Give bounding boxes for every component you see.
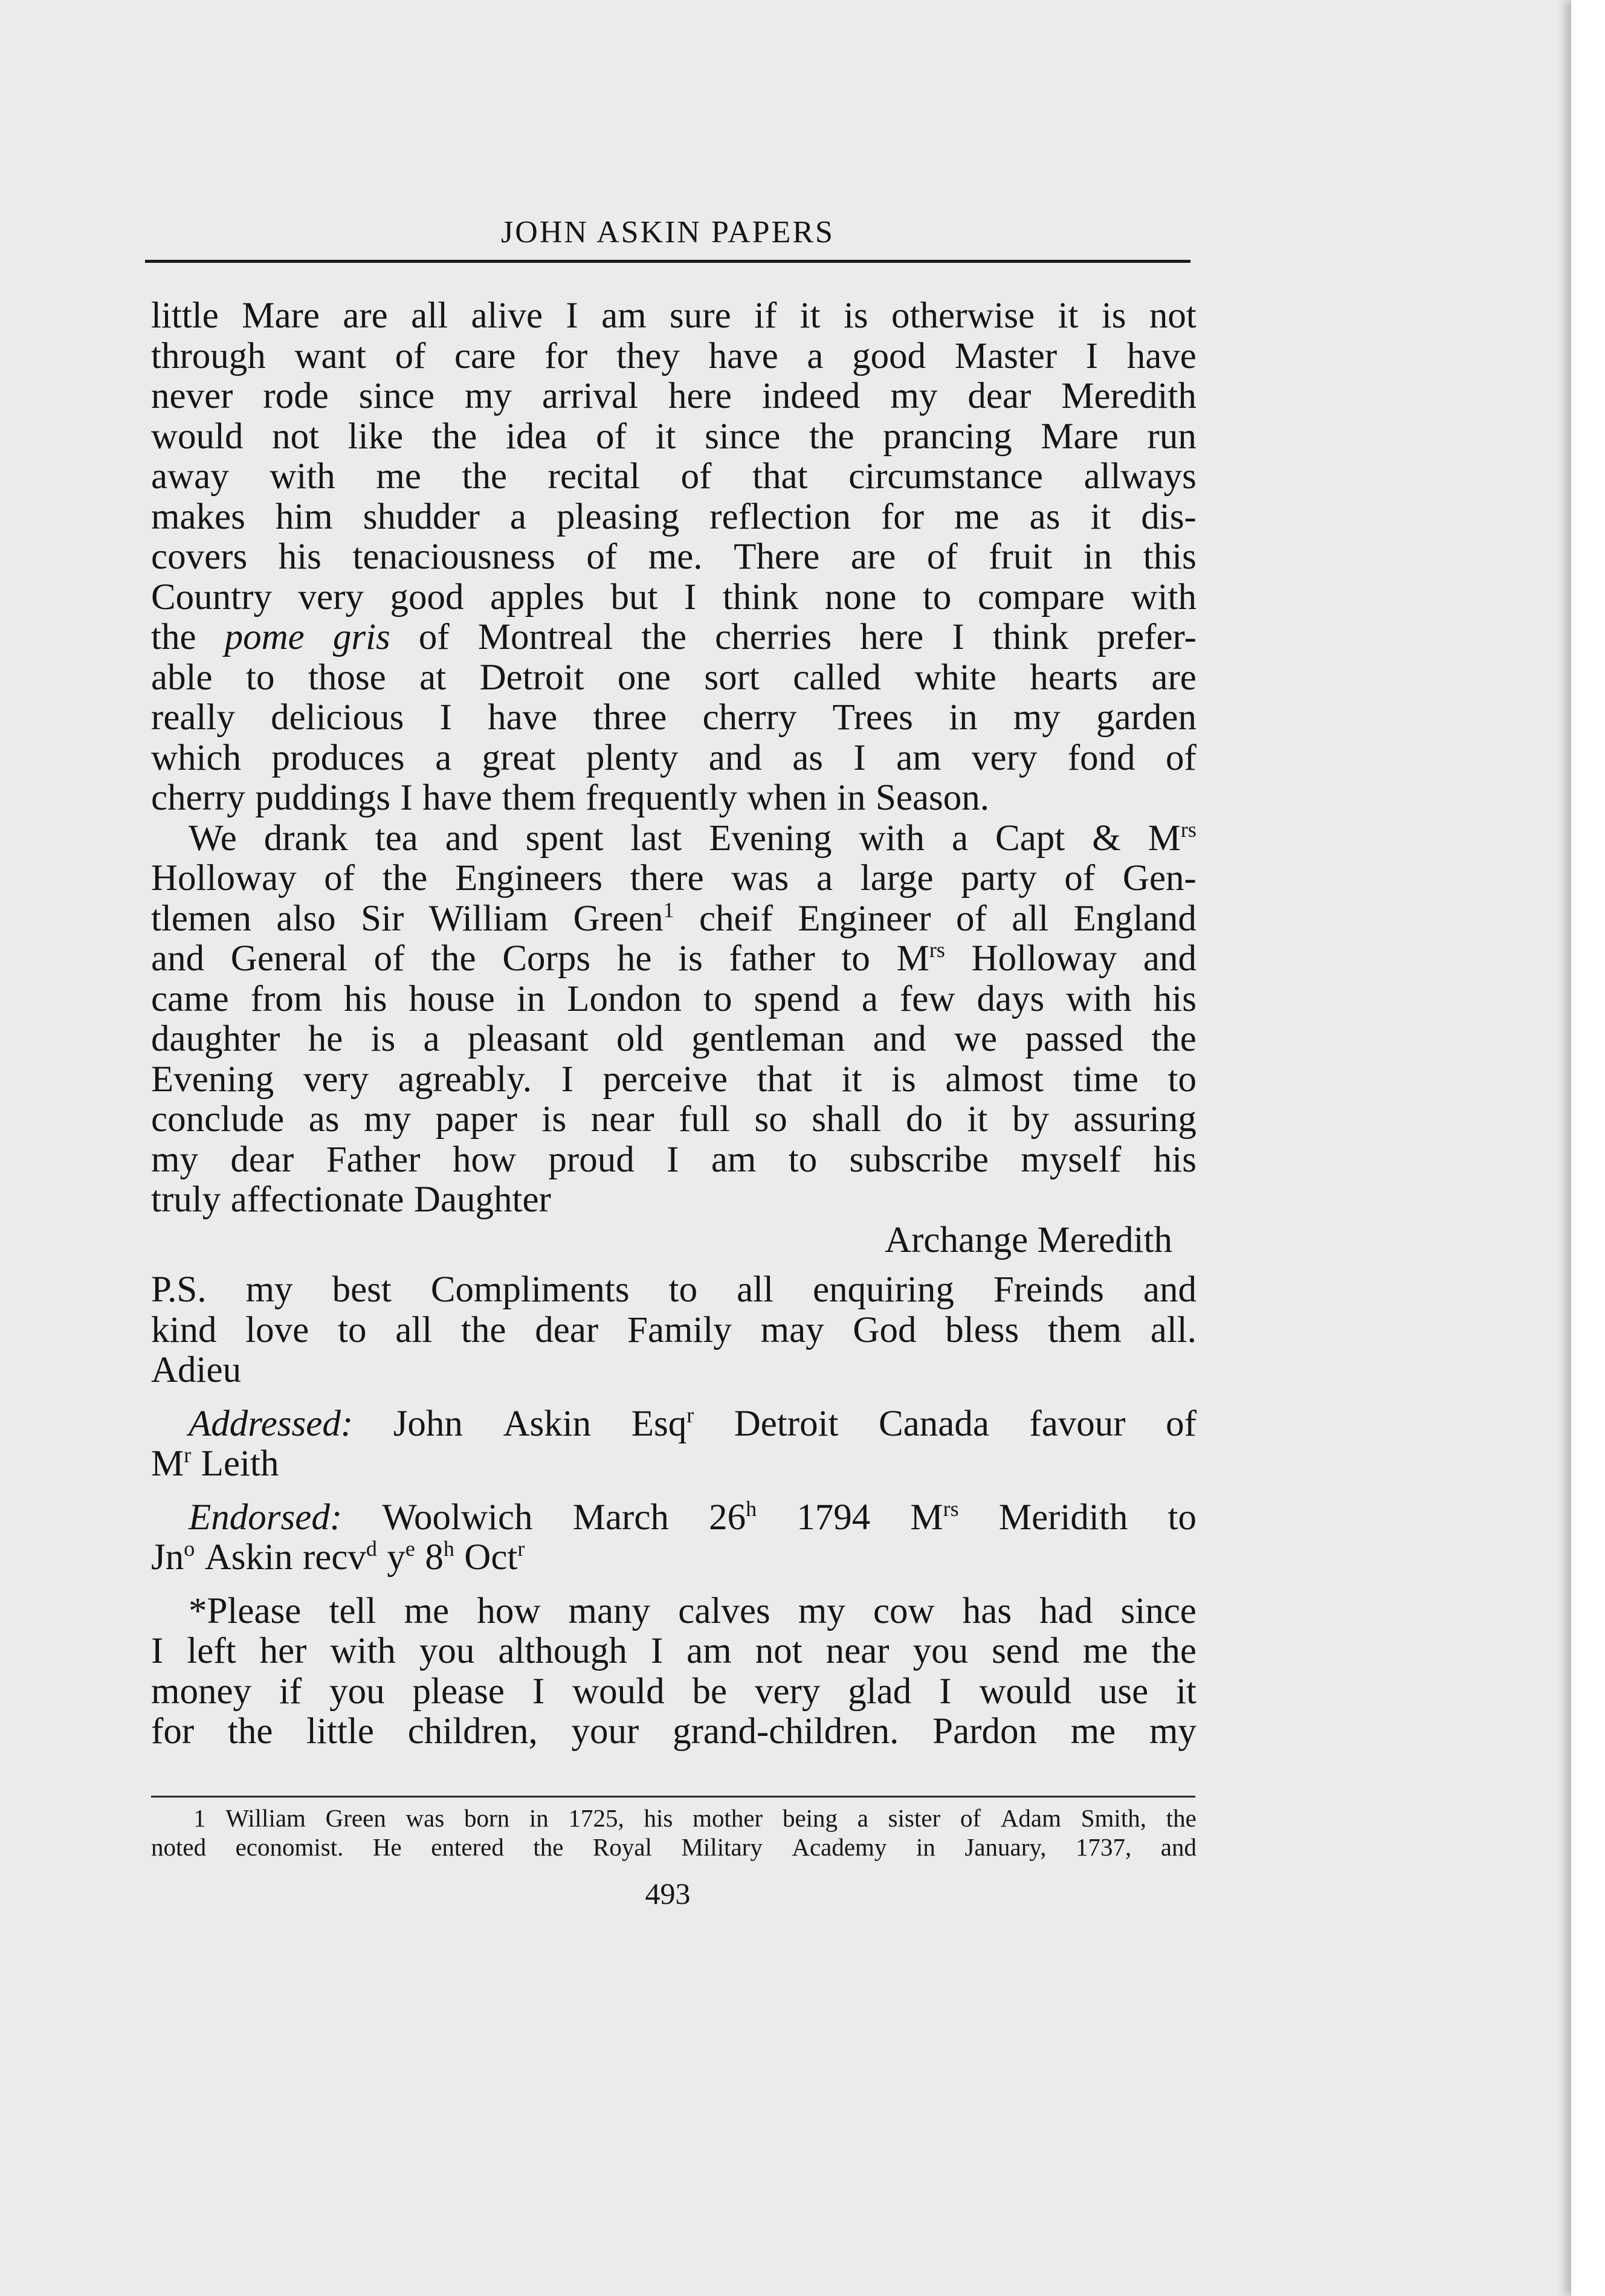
text-line: tlemen also Sir William Green$^1$ cheif Engineer of all England [151,898,1196,939]
addressed-line: Addressed: John Askin Esq$^r$ Detroit Canada favour of [189,1404,1196,1444]
signature: Archange Meredith [885,1220,1172,1260]
footnote-rule [151,1796,1195,1798]
text-line: would not like the idea of it since the prancing Mare run [151,416,1196,457]
text-line: Country very good apples but I think none to compare with [151,577,1196,618]
text-line: the pome gris of Montreal the cherries here I think prefer- [151,618,1196,657]
text-line: through want of care for they have a good Master I have [151,336,1196,376]
addressed-line: $M^r$ Leith [151,1444,279,1484]
text-line: little Mare are all alive I am sure if it is otherwise it is not [151,296,1196,336]
text-line: daughter he is a pleasant old gentleman and we passed the [151,1019,1196,1059]
footnote-line: noted economist. He entered the Royal Military Academy in January, 1737, and [151,1833,1196,1861]
postscript-line: Adieu [151,1350,242,1390]
text-line: my dear Father how proud I am to subscribe myself his [151,1140,1196,1180]
footnote-line: 1 William Green was born in 1725, his mother being a sister of Adam Smith, the [193,1804,1196,1832]
text-line: conclude as my paper is near full so shall do it by assuring [151,1100,1196,1140]
text-line: really delicious I have three cherry Trees in my garden [151,698,1196,738]
running-head: JOHN ASKIN PAPERS [501,215,835,250]
text-line: and General of the Corps he is father to $M^{rs}$ Holloway and [151,939,1196,979]
page-number: 493 [645,1877,691,1911]
text-line: covers his tenaciousness of me. There are of fruit in this [151,537,1196,577]
enclosure-line: for the little children, your grand-children. Pardon me my [151,1712,1196,1752]
text-line: Evening very agreably. I perceive that it is almost time to [151,1059,1196,1100]
text-line: makes him shudder a pleasing reflection for me as it dis- [151,497,1196,537]
header-rule [145,260,1190,263]
text-line: We drank tea and spent last Evening with a Capt & $M^{rs}$ [189,818,1196,859]
letter-body [151,296,1196,1752]
text-line: able to those at Detroit one sort called white hearts are [151,657,1196,698]
text-line: never rode since my arrival here indeed my dear Meredith [151,376,1196,416]
endorsed-line: Jn$^o$ Askin recv$^d$ $y^e$ 8$^h$ Oct$^r$ [151,1538,525,1578]
text-line: which produces a great plenty and as I am very fond of [151,738,1196,778]
endorsed-line: Endorsed: Woolwich March 26$^h$ 1794 $M^{rs}$ Meridith to [189,1497,1196,1538]
enclosure-line: money if you please I would be very glad I would use it [151,1671,1196,1712]
text-line: cherry puddings I have them frequently when in Season. [151,778,990,818]
footnotes [151,1804,1196,1862]
text-line: came from his house in London to spend a few days with his [151,979,1196,1019]
page-edge [1571,0,1605,2296]
postscript-line: P.S. my best Compliments to all enquiring Freinds and [151,1270,1196,1310]
enclosure-line: I left her with you although I am not near you send me the [151,1631,1196,1671]
text-line: away with me the recital of that circumstance allways [151,457,1196,497]
enclosure-line: *Please tell me how many calves my cow has had since [189,1591,1196,1631]
text-line: Holloway of the Engineers there was a large party of Gen- [151,859,1196,898]
postscript-line: kind love to all the dear Family may God bless them all. [151,1310,1196,1350]
text-line: truly affectionate Daughter [151,1180,551,1220]
